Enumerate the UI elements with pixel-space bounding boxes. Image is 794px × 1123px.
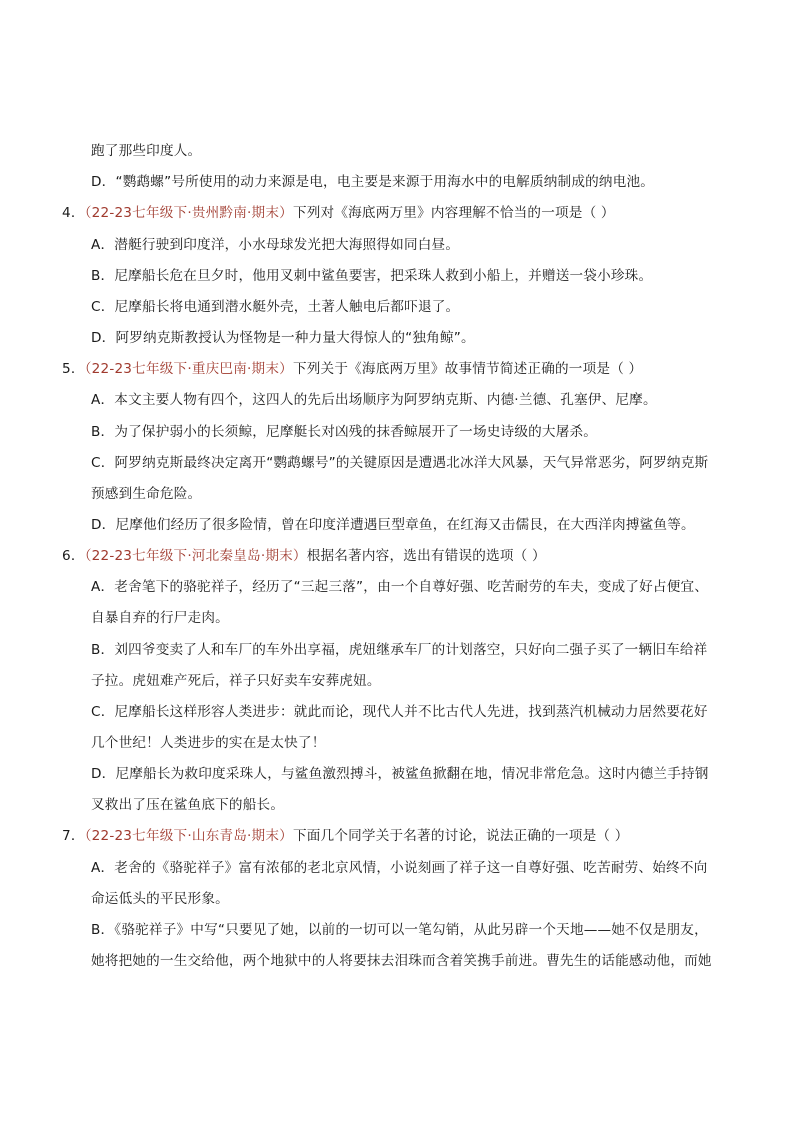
question-number: 6． (62, 548, 85, 564)
option-b: B．为了保护弱小的长须鲸，尼摩艇长对凶残的抹香鲸展开了一场史诗级的大屠杀。 (91, 424, 598, 440)
question-stem: 下面几个同学关于名著的讨论，说法正确的一项是（ ） (292, 828, 629, 844)
question-stem: 下列关于《海底两万里》故事情节简述正确的一项是（ ） (292, 361, 643, 377)
question-number: 5． (62, 361, 85, 377)
question-4-header (62, 204, 615, 222)
option-d: D．阿罗纳克斯教授认为怪物是一种力量大得惊人的“独角鲸”。 (91, 330, 475, 346)
question-6-header (62, 547, 546, 565)
option-a: A．本文主要人物有四个，这四人的先后出场顺序为阿罗纳克斯、内德·兰德、孔塞伊、尼摩。 (91, 392, 657, 408)
option-a-continued: 命运低头的平民形象。 (91, 891, 229, 907)
option-b: B．刘四爷变卖了人和车厂的车外出享福，虎妞继承车厂的计划落空，只好向二强子买了一辆旧车给祥 (91, 642, 708, 658)
option-c: C．尼摩船长将电通到潜水艇外壳，土著人触电后都吓退了。 (91, 299, 460, 315)
option-a-continued: 自暴自弃的行尸走肉。 (91, 610, 229, 626)
question-number: 4． (62, 205, 85, 221)
option-d: D．尼摩船长为救印度采珠人，与鲨鱼激烈搏斗，被鲨鱼掀翻在地，情况非常危急。这时内德兰手持钢 (91, 766, 709, 782)
option-c-continued: 预感到生命危险。 (91, 486, 202, 502)
option-a: A．老舍的《骆驼祥子》富有浓郁的老北京风情，小说刻画了祥子这一自尊好强、吃苦耐劳、始终不向 (91, 860, 708, 876)
question-5-header (62, 360, 642, 378)
option-d: D．“鹦鹉螺”号所使用的动力来源是电，电主要是来源于用海水中的电解质纳制成的纳电池。 (91, 174, 655, 190)
option-d: D．尼摩他们经历了很多险情，曾在印度洋遭遇巨型章鱼，在红海又击儒艮，在大西洋肉搏鲨鱼等。 (91, 517, 695, 533)
question-stem: 下列对《海底两万里》内容理解不恰当的一项是（ ） (292, 205, 615, 221)
option-b: B．尼摩船长危在旦夕时，他用叉刺中鲨鱼要害，把采珠人救到小船上，并赠送一袋小珍珠。 (91, 268, 653, 284)
question-7-header (62, 827, 629, 845)
option-b-continued: 子拉。虎妞难产死后，祥子只好卖车安葬虎妞。 (91, 673, 381, 689)
option-b-continued: 她将把她的一生交给他，两个地狱中的人将要抹去泪珠而含着笑携手前进。曹先生的话能感动他，而她 (91, 953, 712, 969)
option-a: A．潜艇行驶到印度洋，小水母球发光把大海照得如同白昼。 (91, 237, 460, 253)
option-a: A．老舍笔下的骆驼祥子，经历了“三起三落”，由一个自尊好强、吃苦耐劳的车夫，变成了好占便宜、 (91, 579, 709, 595)
option-c-continued: 几个世纪！人类进步的实在是太快了！ (91, 735, 326, 751)
question-stem: 根据名著内容，选出有错误的选项（ ） (306, 548, 546, 564)
question-source-tag: （22-23七年级下·贵州黔南·期末） (84, 205, 293, 221)
option-d-continued: 叉救出了压在鲨鱼底下的船长。 (91, 797, 285, 813)
question-source-tag: （22-23七年级下·山东青岛·期末） (84, 828, 293, 844)
question-source-tag: （22-23七年级下·重庆巴南·期末） (84, 361, 293, 377)
question-number: 7． (62, 828, 85, 844)
option-c: C．阿罗纳克斯最终决定离开“鹦鹉螺号”的关键原因是遭遇北冰洋大风暴，天气异常恶劣，阿罗纳克斯 (91, 455, 709, 471)
question-source-tag: （22-23七年级下·河北秦皇岛·期末） (84, 548, 307, 564)
option-b: B．《骆驼祥子》中写“只要见了她，以前的一切可以一笔勾销，从此另辟一个天地——她不仅是朋友， (91, 922, 708, 938)
option-c: C．尼摩船长这样形容人类进步：就此而论，现代人并不比古代人先进，找到蒸汽机械动力居然要花好 (91, 704, 708, 720)
text-line: 跑了那些印度人。 (91, 143, 202, 159)
